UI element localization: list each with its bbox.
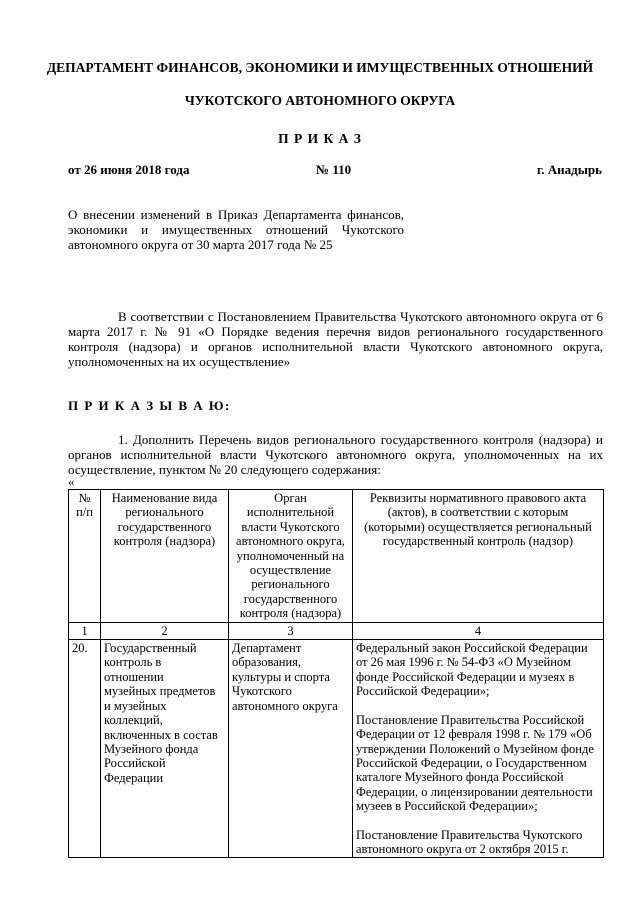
order-place: г. Анадырь: [536, 162, 602, 177]
table-column-number-row: [69, 622, 604, 639]
legal-act-1: Федеральный закон Российской Федерации от 26 мая 1996 г. № 54-ФЗ «О Музейном фонде Российской Федерации и музеях в Российской Федерации»;: [356, 641, 588, 699]
header-authority: Орган исполнительной власти Чукотского автономного округа, уполномоченный на осуществление регионального государственного контроля (надзора): [229, 490, 353, 623]
region-name: ЧУКОТСКОГО АВТОНОМНОГО ОКРУГА: [184, 93, 456, 108]
order-number: № 110: [316, 162, 352, 177]
order-subject: О внесении изменений в Приказ Департамента финансов, экономики и имущественных отношений Чукотского автономного округа от 30 марта 2017 года № 25: [68, 207, 404, 252]
preamble-paragraph: В соответствии с Постановлением Правительства Чукотского автономного округа от 6 марта 2017 г. № 91 «О Порядке ведения перечня видов регионального государственного контроля (надзора) и органов исполнительной власти Чукотского автономного округа, уполномоченных на их осуществление»: [68, 309, 603, 369]
control-types-table: [68, 489, 604, 858]
department-name: ДЕПАРТАМЕНТ ФИНАНСОВ, ЭКОНОМИКИ И ИМУЩЕСТВЕННЫХ ОТНОШЕНИЙ: [46, 60, 594, 75]
header-legal-acts: Реквизиты нормативного правового акта (актов), в соответствии с которым (которыми) осуществляется региональный государственный контроль (надзор): [353, 490, 604, 623]
legal-act-3: Постановление Правительства Чукотского автономного округа от 2 октября 2015 г.: [356, 827, 583, 856]
col-number-2: 2: [101, 622, 229, 639]
order-date: от 26 июня 2018 года: [68, 162, 190, 177]
header-number: № п/п: [69, 490, 101, 623]
row-number: 20.: [69, 640, 101, 858]
opening-quote: «: [68, 474, 75, 489]
row-authority: Департамент образования, культуры и спорта Чукотского автономного округа: [229, 640, 353, 858]
col-number-4: 4: [353, 622, 604, 639]
table-header-row: [69, 490, 604, 623]
order-word: П Р И К А З Ы В А Ю:: [68, 398, 231, 413]
header-control-type: Наименование вида регионального государственного контроля (надзора): [101, 490, 229, 623]
row-legal-acts: [353, 640, 604, 858]
col-number-3: 3: [229, 622, 353, 639]
row-control-type: Государственный контроль в отношении музейных предметов и музейных коллекций, включенных в состав Музейного фонда Российской Федерации: [101, 640, 229, 858]
legal-act-2: Постановление Правительства Российской Федерации от 12 февраля 1998 г. № 179 «Об утверждении Положений о Музейном фонде Российской Федерации, о Государственном каталоге Музейного фонда Российской Федерации, о лицензировании деятельности музеев в Российской Федерации»;: [356, 712, 594, 814]
document-type: П Р И К А З: [278, 131, 362, 146]
table-row: [69, 640, 604, 858]
col-number-1: 1: [69, 622, 101, 639]
item-1-paragraph: 1. Дополнить Перечень видов регионального государственного контроля (надзора) и органов исполнительной власти Чукотского автономного округа, уполномоченных на их осуществление, пунктом № 20 следующего содержания:: [68, 432, 603, 477]
